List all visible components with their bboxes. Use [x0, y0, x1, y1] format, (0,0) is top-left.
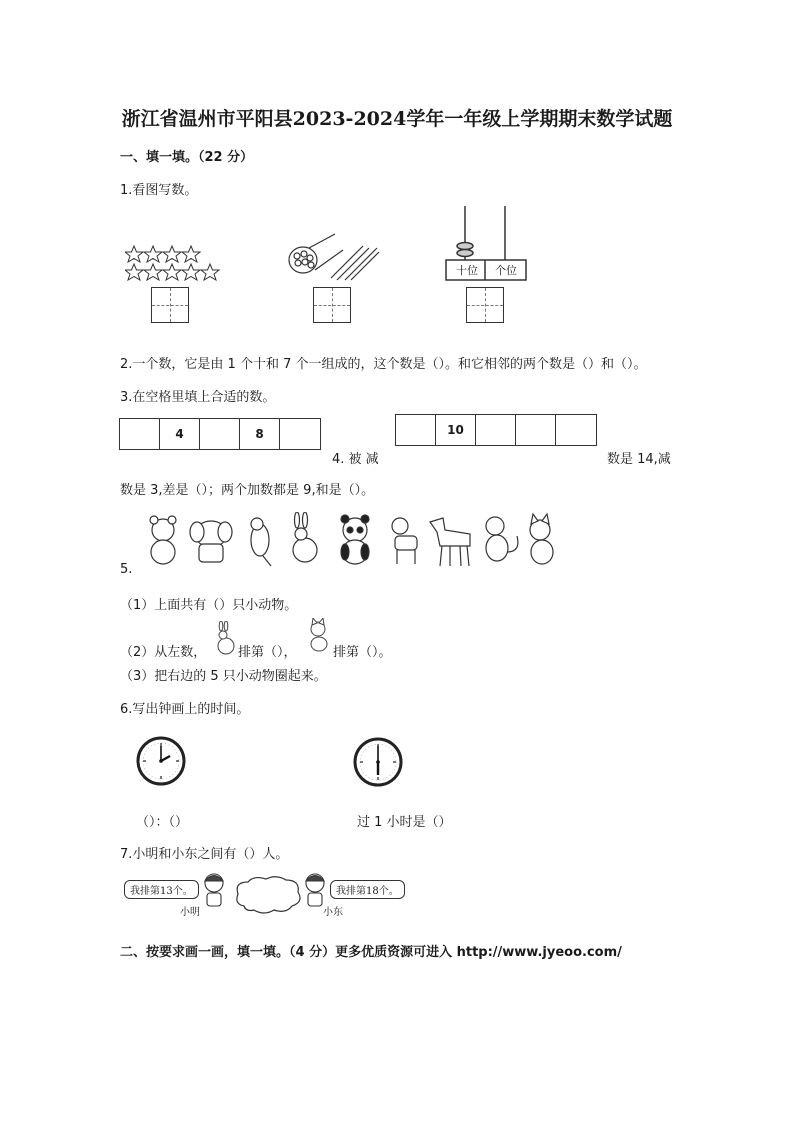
boy-left-figure: [199, 872, 229, 908]
abacus-tens-label: 十位: [456, 264, 478, 277]
row1-cell-2: 4: [160, 419, 200, 449]
animals-picture: [145, 512, 565, 568]
row1-cell-3[interactable]: [200, 419, 240, 449]
row2-cell-5[interactable]: [556, 415, 596, 445]
page-title: 浙江省温州市平阳县2023-2024学年一年级上学期期末数学试题: [121, 108, 673, 130]
q4-mid: 数是 14,减: [607, 452, 671, 467]
clock-2: [353, 737, 403, 787]
q4-prefix: 4. 被 减: [332, 452, 379, 467]
answer-box-abacus[interactable]: [466, 287, 504, 323]
row2-cell-2: 10: [436, 415, 476, 445]
row1-cell-4: 8: [240, 419, 280, 449]
section2-heading: 二、按要求画一画，填一填。（4 分）更多优质资源可进入 http://www.jyeoo.com/: [120, 945, 622, 960]
name-xiaodong: 小东: [323, 907, 343, 918]
clock2-answer: 过 1 小时是（）: [357, 815, 452, 830]
speech-bubble-right: 我排第18个。: [330, 880, 405, 899]
q5-sub3: （3）把右边的 5 只小动物圈起来。: [120, 669, 327, 684]
q7-text: 7.小明和小东之间有（）人。: [120, 847, 289, 862]
q2-text: 2.一个数，它是由 1 个十和 7 个一组成的，这个数是（）。和它相邻的两个数是（）和（）。: [120, 357, 647, 372]
sticks-picture: [285, 232, 380, 282]
q6-text: 6.写出钟画上的时间。: [120, 702, 250, 717]
q3-text: 3.在空格里填上合适的数。: [120, 390, 276, 405]
clock-1: [136, 736, 186, 786]
section1-heading: 一、填一填。（22 分）: [120, 150, 254, 165]
q5-sub2-c: 排第（）。: [333, 645, 392, 660]
answer-box-stars[interactable]: [151, 287, 189, 323]
abacus-ones-label: 个位: [495, 264, 517, 277]
rabbit-icon: [214, 621, 236, 655]
q4-line2: 数是 3,差是（）；两个加数都是 9,和是（）。: [120, 483, 375, 498]
row2-cell-4[interactable]: [516, 415, 556, 445]
q5-number: 5.: [120, 562, 133, 577]
q5-sub1: （1）上面共有（）只小动物。: [120, 598, 298, 613]
number-row-1: [119, 418, 321, 450]
thought-cloud: [232, 874, 304, 916]
q5-sub2-b: 排第（），: [238, 645, 297, 660]
q1-text: 1.看图写数。: [120, 183, 198, 198]
speech-bubble-left: 我排第13个。: [124, 880, 199, 899]
cat-icon: [305, 618, 331, 652]
number-row-2: [395, 414, 597, 446]
clock1-answer: （）：（）: [136, 815, 189, 830]
row1-cell-5[interactable]: [280, 419, 320, 449]
name-xiaoming: 小明: [180, 907, 200, 918]
row2-cell-1[interactable]: [396, 415, 436, 445]
stars-picture: [125, 244, 220, 284]
answer-box-sticks[interactable]: [313, 287, 351, 323]
row1-cell-1[interactable]: [120, 419, 160, 449]
row2-cell-3[interactable]: [476, 415, 516, 445]
q5-sub2-a: （2）从左数，: [120, 645, 207, 660]
